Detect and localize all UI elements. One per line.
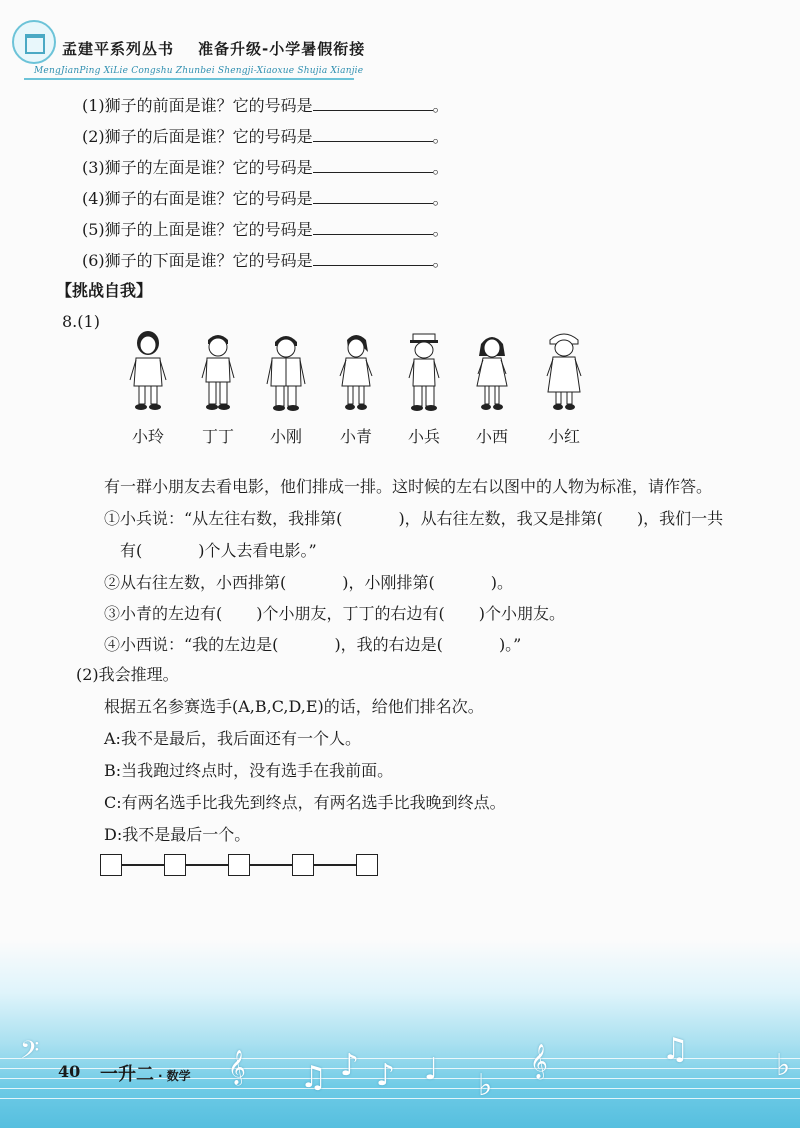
section-title: 【挑战自我】 — [56, 281, 153, 300]
music-note-icon: ♪ — [340, 1048, 360, 1083]
publisher-logo-icon — [12, 20, 56, 64]
kid-name: 小西 — [475, 427, 508, 446]
page-number: 40 — [58, 1062, 81, 1081]
lion-question-3: (3)狮子的左面是谁？它的号码是 。 — [82, 158, 449, 177]
lion-question-5: (5)狮子的上面是谁？它的号码是 。 — [82, 220, 449, 239]
kid-xiaoxi — [462, 330, 522, 447]
music-note-icon: ♩ — [424, 1052, 439, 1087]
kid-dingding — [188, 330, 248, 447]
question-4: ④小西说：“我的左边是( )，我的右边是( )。” — [104, 635, 522, 654]
lion-question-4: (4)狮子的右面是谁？它的号码是 。 — [82, 189, 449, 208]
rank-box-1[interactable] — [100, 854, 122, 876]
part-2-label: (2)我会推理。 — [76, 665, 179, 684]
statement-b: B:当我跑过终点时，没有选手在我前面。 — [104, 761, 394, 780]
girl-figure-icon — [126, 330, 170, 414]
rank-box-2[interactable] — [164, 854, 186, 876]
header-pinyin: MengJianPing XiLie Congshu Zhunbei Shengji-Xiaoxue Shujia Xianjie — [34, 66, 364, 76]
girl-figure-icon — [470, 330, 514, 414]
rank-dash — [250, 864, 292, 866]
treble-clef-icon: 𝄞 — [228, 1050, 246, 1085]
rank-box-3[interactable] — [228, 854, 250, 876]
header-title — [62, 38, 365, 59]
girl-figure-icon — [542, 330, 586, 414]
problem-label: 8.(1) — [62, 312, 100, 331]
kid-xiaogang — [256, 330, 316, 447]
kid-name: 小刚 — [269, 427, 302, 446]
boy-figure-icon — [196, 330, 240, 414]
kid-xiaohong — [534, 330, 594, 447]
rank-dash — [186, 864, 228, 866]
answer-blank[interactable] — [313, 251, 433, 266]
answer-blank[interactable] — [313, 189, 433, 204]
statement-d: D:我不是最后一个。 — [104, 825, 251, 844]
footer-book-label: 一升二 · 数学 — [100, 1064, 191, 1085]
music-note-icon: ♫ — [300, 1060, 327, 1095]
lion-question-6: (6)狮子的下面是谁？它的号码是 。 — [82, 251, 449, 270]
lion-question-1: (1)狮子的前面是谁？它的号码是 。 — [82, 96, 449, 115]
ranking-answer-chain — [100, 854, 378, 876]
problem-intro: 有一群小朋友去看电影，他们排成一排。这时候的左右以图中的人物为标准，请作答。 — [104, 477, 713, 496]
music-note-icon: ♪ — [376, 1058, 396, 1093]
question-1-line-2: 有( )个人去看电影。” — [120, 541, 317, 560]
flat-icon: ♭ — [478, 1068, 493, 1103]
header-rule — [24, 78, 354, 80]
answer-blank[interactable] — [313, 158, 433, 173]
kid-xiaobing — [394, 330, 454, 447]
kid-name: 小青 — [339, 427, 372, 446]
lion-question-2: (2)狮子的后面是谁？它的号码是 。 — [82, 127, 449, 146]
question-2: ②从右往左数，小西排第( )，小刚排第( )。 — [104, 573, 513, 592]
boy-figure-icon — [264, 330, 308, 414]
kid-name: 小玲 — [131, 427, 164, 446]
flat-icon: ♭ — [776, 1048, 791, 1083]
treble-clef-icon: 𝄞 — [530, 1044, 548, 1079]
music-note-icon: ♫ — [662, 1032, 689, 1067]
kid-xiaoling — [118, 330, 178, 447]
bass-clef-icon: 𝄢 — [20, 1036, 40, 1071]
kid-xiaoqing — [326, 330, 386, 447]
grade-label: 一升二 — [100, 1064, 154, 1085]
answer-blank[interactable] — [313, 127, 433, 142]
rank-dash — [122, 864, 164, 866]
question-3: ③小青的左边有( )个小朋友，丁丁的右边有( )个小朋友。 — [104, 604, 565, 623]
question-1-line-1: ①小兵说：“从左往右数，我排第( )，从右往左数，我又是排第( )，我们一共 — [104, 509, 724, 528]
rank-box-4[interactable] — [292, 854, 314, 876]
girl-figure-icon — [334, 330, 378, 414]
subject-label: 数学 — [166, 1069, 191, 1083]
kid-name: 丁丁 — [201, 427, 234, 446]
children-illustration — [110, 330, 610, 455]
answer-blank[interactable] — [313, 96, 433, 111]
answer-blank[interactable] — [313, 220, 433, 235]
book-title: 准备升级-小学暑假衔接 — [198, 40, 366, 58]
kid-name: 小兵 — [407, 427, 440, 446]
part-2-intro: 根据五名参赛选手(A,B,C,D,E)的话，给他们排名次。 — [104, 697, 484, 716]
statement-c: C:有两名选手比我先到终点，有两名选手比我晚到终点。 — [104, 793, 506, 812]
kid-name: 小红 — [547, 427, 580, 446]
footer-music-band — [0, 940, 800, 1128]
series-name: 孟建平系列丛书 — [62, 40, 175, 58]
rank-dash — [314, 864, 356, 866]
rank-box-5[interactable] — [356, 854, 378, 876]
boy-figure-icon — [402, 330, 446, 414]
statement-a: A:我不是最后，我后面还有一个人。 — [104, 729, 361, 748]
